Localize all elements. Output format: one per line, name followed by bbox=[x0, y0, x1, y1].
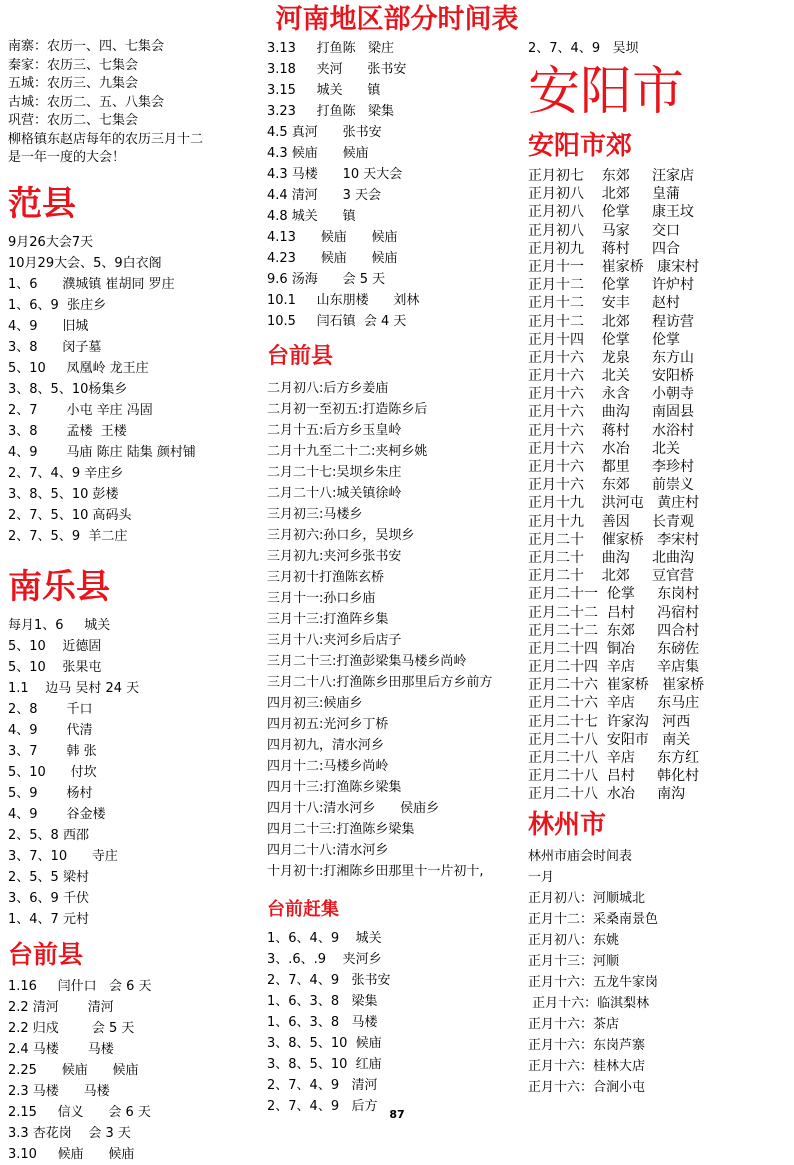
list-item: 三月十一:孙口乡庙 bbox=[267, 591, 376, 606]
taiqian-lunar-list bbox=[267, 378, 527, 882]
list-item: 三月初十打渔陈玄桥 bbox=[267, 570, 385, 585]
city-heading-anyang: 安阳市 bbox=[528, 62, 685, 122]
list-item: 3、6、9 千伏 bbox=[8, 890, 89, 906]
list-item: 4、9 旧城 bbox=[8, 318, 89, 334]
list-item: 三月十三:打渔阵乡集 bbox=[267, 612, 389, 627]
list-item: 2、7、4、9 辛庄乡 bbox=[8, 465, 124, 481]
list-item: 3、8、5、10 红庙 bbox=[267, 1057, 382, 1072]
list-item: 1、6、3、8 马楼 bbox=[267, 1015, 378, 1030]
list-item: 4.5 真河 张书安 bbox=[267, 125, 382, 140]
list-item: 二月十五:后方乡玉皇岭 bbox=[267, 423, 402, 438]
list-item: 正月初八：东姚 bbox=[528, 932, 620, 948]
list-item: 3、8、5、10杨集乡 bbox=[8, 381, 128, 397]
list-item: 4、9 谷金楼 bbox=[8, 806, 106, 822]
list-item: 正月二十六 辛店 东马庄 bbox=[528, 695, 700, 712]
list-item: 5、10 付坎 bbox=[8, 764, 97, 780]
page-title: 河南地区部分时间表 bbox=[275, 4, 519, 35]
list-item: 正月十二 北郊 程访营 bbox=[528, 313, 695, 330]
list-item: 正月二十八 吕村 韩化村 bbox=[528, 768, 700, 785]
list-item: 柳格镇东赵店每年的农历三月十二 bbox=[8, 131, 204, 147]
list-item: 3.15 城关 镇 bbox=[267, 83, 381, 98]
list-item: 3、8、5、10 候庙 bbox=[267, 1036, 382, 1051]
column-left bbox=[8, 38, 260, 1165]
list-item: 林州市庙会时间表 bbox=[528, 848, 633, 864]
list-item: 4.23 候庙 候庙 bbox=[267, 251, 398, 266]
list-item: 正月十六：东岗芦寨 bbox=[528, 1037, 646, 1053]
list-item: 正月初八 北郊 皇蒲 bbox=[528, 186, 681, 203]
list-item: 四月初五:光河乡丁桥 bbox=[267, 717, 389, 732]
list-item: 四月十二:马楼乡尚岭 bbox=[267, 759, 389, 774]
list-item: 2、5、5 梁村 bbox=[8, 869, 89, 885]
list-item: 3、7 韩 张 bbox=[8, 743, 97, 759]
list-item: 3、.6、.9 夹河乡 bbox=[267, 952, 382, 967]
list-item: 1、6、9 张庄乡 bbox=[8, 297, 107, 313]
section-heading-taiqian: 台前县 bbox=[8, 939, 84, 969]
list-item: 2、7、5、9 羊二庄 bbox=[8, 528, 128, 544]
list-item: 正月十六 曲沟 南固县 bbox=[528, 404, 695, 421]
list-item: 三月初六:孙口乡，吴坝乡 bbox=[267, 528, 415, 543]
list-item: 正月十四 伦掌 伦掌 bbox=[528, 331, 681, 348]
list-item: 9月26大会7天 bbox=[8, 234, 94, 250]
list-item: 1.1 边马 吴村 24 天 bbox=[8, 680, 140, 696]
list-item: 三月二十三:打渔彭梁集马楼乡尚岭 bbox=[267, 654, 467, 669]
list-item: 3、8 孟楼 王楼 bbox=[8, 423, 127, 439]
list-item: 正月二十 曲沟 北曲沟 bbox=[528, 549, 695, 566]
list-item: 二月二十八:城关镇徐岭 bbox=[267, 486, 402, 501]
list-item: 2.2 归戍 会 5 天 bbox=[8, 1020, 135, 1036]
list-item: 正月十六 都里 李珍村 bbox=[528, 459, 695, 475]
list-item: 三月初三:马楼乡 bbox=[267, 507, 363, 522]
list-item: 4.3 候庙 候庙 bbox=[267, 146, 369, 161]
list-item: 2、7、4、9 张书安 bbox=[267, 973, 391, 988]
market-line-wuba: 2、7、4、9 吴坝 bbox=[528, 41, 639, 56]
list-item: 正月二十 催家桥 李宋村 bbox=[528, 531, 700, 548]
list-item: 5、10 近德固 bbox=[8, 638, 102, 654]
list-item: 南寨：农历一、四、七集会 bbox=[8, 39, 165, 54]
section-heading-fanxian: 范县 bbox=[8, 183, 76, 224]
nanle-list bbox=[8, 615, 260, 930]
list-item: 1、6、4、9 城关 bbox=[267, 931, 382, 946]
list-item: 2、7、5、10 高码头 bbox=[8, 507, 132, 523]
list-item: 四月十三:打渔陈乡梁集 bbox=[267, 780, 402, 795]
list-item: 5、9 杨村 bbox=[8, 785, 93, 801]
list-item: 四月十八:清水河乡 侯庙乡 bbox=[267, 801, 440, 816]
list-item: 1.16 闫什口 会 6 天 bbox=[8, 978, 152, 994]
list-item: 十月初十:打湘陈乡田那里十一片初十, bbox=[267, 864, 484, 879]
list-item: 10.5 闫石镇 会 4 天 bbox=[267, 314, 407, 329]
list-item: 正月十六：合涧小屯 bbox=[528, 1079, 646, 1095]
list-item: 正月十六：茶店 bbox=[528, 1016, 620, 1032]
list-item: 4、9 代清 bbox=[8, 722, 93, 738]
section-heading-anyang-suburb: 安阳市郊 bbox=[528, 131, 633, 161]
list-item: 三月初九:夹河乡张书安 bbox=[267, 549, 402, 564]
list-item: 4.4 清河 3 天会 bbox=[267, 188, 382, 203]
list-item: 二月初八:后方乡姜庙 bbox=[267, 381, 389, 396]
list-item: 2、7、4、9 后方 bbox=[267, 1099, 378, 1114]
list-item: 二月二十七:吴坝乡朱庄 bbox=[267, 465, 402, 480]
list-item: 三月二十八:打渔陈乡田那里后方乡前方 bbox=[267, 675, 493, 690]
anyang-suburb-list bbox=[528, 167, 790, 804]
list-item: 3.10 候庙 候庙 bbox=[8, 1146, 135, 1162]
list-item: 正月初七 东郊 汪家店 bbox=[528, 168, 695, 184]
list-item: 1、6、3、8 梁集 bbox=[267, 994, 378, 1009]
list-item: 正月二十七 许家沟 河西 bbox=[528, 713, 691, 730]
list-item: 二月十九至二十二:夹柯乡姚 bbox=[267, 444, 428, 459]
list-item: 3.18 夹河 张书安 bbox=[267, 62, 407, 77]
list-item: 3.13 打鱼陈 梁庄 bbox=[267, 41, 395, 56]
linzhou-list bbox=[528, 846, 790, 1098]
list-item: 4.3 马楼 10 天大会 bbox=[267, 167, 403, 182]
list-item: 正月二十二 吕村 冯宿村 bbox=[528, 604, 700, 621]
taiqian-date-list bbox=[8, 976, 260, 1165]
list-item: 正月十九 洪河屯 黄庄村 bbox=[528, 495, 700, 512]
list-item: 四月初九，清水河乡 bbox=[267, 738, 385, 753]
list-item: 5、10 凤凰岭 龙王庄 bbox=[8, 360, 149, 376]
taiqian-market-list bbox=[267, 928, 527, 1117]
list-item: 正月二十二 东郊 四合村 bbox=[528, 622, 700, 639]
section-heading-taiqian-lunar: 台前县 bbox=[267, 344, 334, 369]
list-item: 正月十九 善因 长青观 bbox=[528, 513, 695, 530]
list-item: 正月二十八 水冶 南沟 bbox=[528, 786, 686, 803]
list-item: 每月1、6 城关 bbox=[8, 617, 111, 633]
list-item: 正月初九 蒋村 四合 bbox=[528, 240, 681, 257]
list-item: 3.3 杏花岗 会 3 天 bbox=[8, 1125, 131, 1141]
list-item: 2、7、4、9 清河 bbox=[267, 1078, 378, 1093]
list-item: 2.2 清河 清河 bbox=[8, 999, 114, 1015]
list-item: 10月29大会、5、9白衣阁 bbox=[8, 255, 162, 271]
list-item: 2、8 千口 bbox=[8, 701, 93, 717]
fanxian-list bbox=[8, 232, 260, 547]
list-item: 正月二十六 崔家桥 崔家桥 bbox=[528, 677, 705, 694]
list-item: 4.13 候庙 候庙 bbox=[267, 230, 398, 245]
list-item: 10.1 山东朋楼 刘林 bbox=[267, 293, 420, 308]
page-number: 87 bbox=[389, 1108, 405, 1121]
taiqian-date-list-continued bbox=[267, 38, 527, 332]
list-item: 正月二十八 安阳市 南关 bbox=[528, 731, 691, 748]
column-right bbox=[528, 38, 790, 1098]
list-item: 巩营：农历二、七集会 bbox=[8, 113, 139, 128]
list-item: 三月十八:夹河乡后店子 bbox=[267, 633, 402, 648]
list-item: 二月初一至初五:打造陈乡后 bbox=[267, 402, 428, 417]
list-item: 1、4、7 元村 bbox=[8, 911, 89, 927]
list-item: 2.4 马楼 马楼 bbox=[8, 1041, 114, 1057]
list-item: 4、9 马庙 陈庄 陆集 颜村铺 bbox=[8, 444, 196, 460]
list-item: 古城：农历二、五、八集会 bbox=[8, 94, 165, 110]
list-item: 正月十六 永含 小朝寺 bbox=[528, 386, 695, 403]
list-item: 1、6 濮城镇 崔胡同 罗庄 bbox=[8, 276, 175, 292]
list-item: 正月初八 伦掌 康王坟 bbox=[528, 204, 695, 221]
list-item: 正月十六 龙泉 东方山 bbox=[528, 349, 695, 366]
list-item: 正月二十四 辛店 辛店集 bbox=[528, 659, 700, 676]
list-item: 四月二十八:清水河乡 bbox=[267, 843, 389, 858]
list-item: 正月二十八 辛店 东方红 bbox=[528, 750, 700, 766]
list-item: 正月十六 北关 安阳桥 bbox=[528, 368, 695, 385]
list-item: 2.25 候庙 候庙 bbox=[8, 1062, 139, 1078]
list-item: 5、10 张果屯 bbox=[8, 659, 102, 675]
list-item: 正月二十四 铜冶 东磅佐 bbox=[528, 640, 700, 657]
list-item: 3、7、10 寺庄 bbox=[8, 848, 118, 864]
list-item: 9.6 汤海 会 5 天 bbox=[267, 272, 386, 287]
section-heading-taiqian-market: 台前赶集 bbox=[267, 899, 339, 920]
list-item: 正月十二 伦掌 许炉村 bbox=[528, 277, 695, 294]
list-item: 3.23 打鱼陈 梁集 bbox=[267, 104, 395, 119]
list-item: 4.8 城关 镇 bbox=[267, 209, 356, 224]
list-item: 2.15 信义 会 6 天 bbox=[8, 1104, 151, 1120]
section-heading-nanle: 南乐县 bbox=[8, 566, 110, 607]
list-item: 正月十六：五龙牛家岗 bbox=[528, 974, 659, 990]
list-item: 正月十六 水冶 北关 bbox=[528, 440, 681, 457]
list-item: 正月十一 崔家桥 康宋村 bbox=[528, 258, 700, 275]
list-item: 正月十二：采桑南景色 bbox=[528, 911, 659, 927]
list-item: 是一年一度的大会！ bbox=[8, 150, 126, 165]
list-item: 正月二十 北郊 豆官营 bbox=[528, 568, 695, 585]
list-item: 3、8 闵子墓 bbox=[8, 339, 102, 355]
list-item: 正月初八：河顺城北 bbox=[528, 890, 646, 906]
intro-list bbox=[8, 38, 260, 168]
list-item: 四月初三:候庙乡 bbox=[267, 696, 363, 711]
column-middle bbox=[267, 38, 527, 1117]
list-item: 秦家：农历三、七集会 bbox=[8, 57, 139, 73]
list-item: 2、5、8 西邵 bbox=[8, 827, 89, 843]
list-item: 2.3 马楼 马楼 bbox=[8, 1083, 110, 1099]
list-item: 正月十六：桂林大店 bbox=[528, 1058, 646, 1074]
list-item: 3、8、5、10 彭楼 bbox=[8, 486, 119, 502]
list-item: 正月十六 蒋村 水浴村 bbox=[528, 422, 695, 439]
list-item: 2、7 小屯 辛庄 冯固 bbox=[8, 402, 153, 418]
list-item: 正月十六：临淇梨林 bbox=[528, 995, 650, 1011]
list-item: 五城：农历三、九集会 bbox=[8, 76, 139, 91]
list-item: 正月十二 安丰 赵村 bbox=[528, 295, 681, 312]
list-item: 正月二十一 伦掌 东岗村 bbox=[528, 586, 700, 603]
list-item: 一月 bbox=[528, 869, 555, 885]
list-item: 四月二十三:打渔陈乡梁集 bbox=[267, 822, 415, 837]
list-item: 正月十三：河顺 bbox=[528, 953, 620, 969]
list-item: 正月十六 东郊 前崇义 bbox=[528, 477, 695, 494]
list-item: 正月初八 马家 交口 bbox=[528, 222, 681, 239]
city-heading-linzhou: 林州市 bbox=[528, 809, 607, 840]
